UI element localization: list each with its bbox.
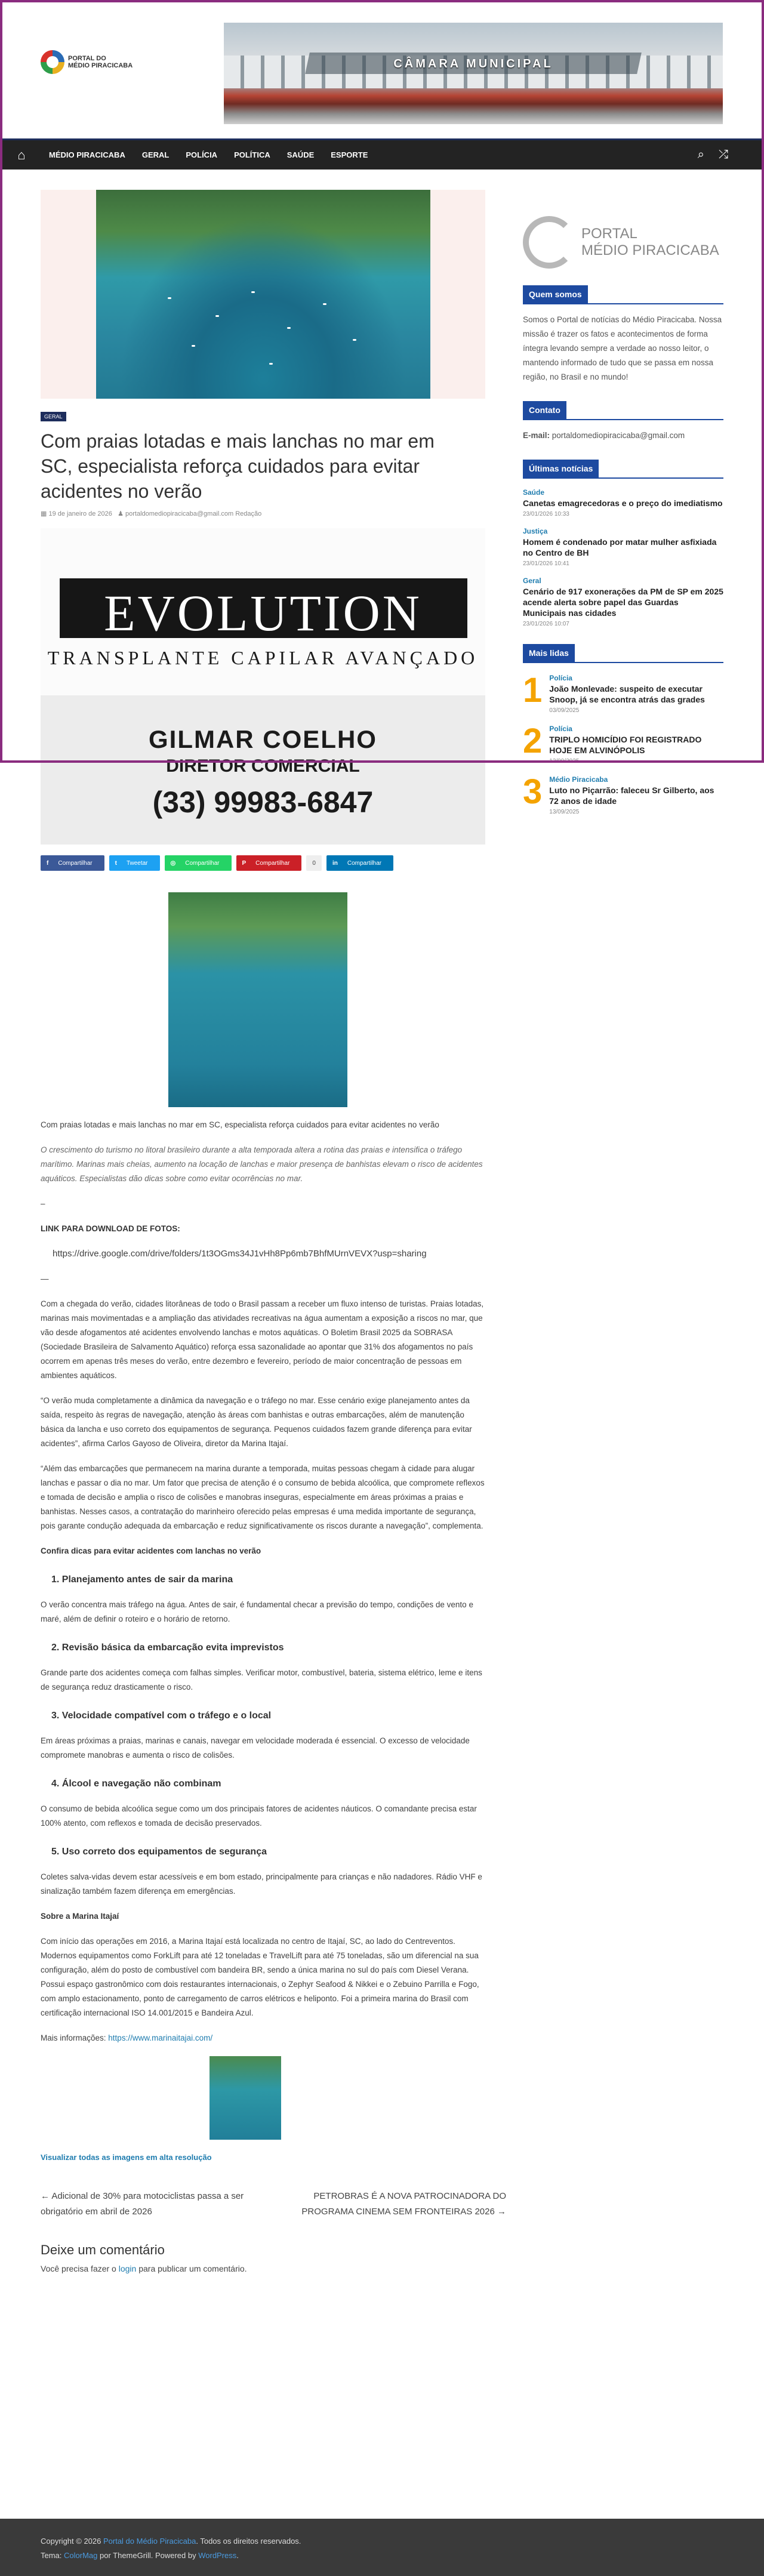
calendar-icon: ▦ (41, 510, 47, 517)
ad-role: DIRETOR COMERCIAL (166, 756, 360, 776)
logo-line2: MÉDIO PIRACICABA (68, 62, 133, 69)
ad-banner[interactable] (41, 528, 485, 845)
paragraph: Em áreas próximas a praias, marinas e canais, navegar em velocidade moderada é essencial. O excesso de velocidade compromete manobras e aumenta o risco de colisões. (41, 1736, 470, 1760)
contact-email: portaldomediopiracicaba@gmail.com (552, 431, 685, 440)
paragraph: O verão concentra mais tráfego na água. Antes de sair, é fundamental checar a previsão do tempo, condições de vento e maré, além de definir o roteiro e o horário de retorno. (41, 1600, 473, 1623)
latest-item[interactable]: Saúde Canetas emagrecedoras e o preço do imediatismo 23/01/2026 10:33 (523, 488, 723, 517)
tip-heading: 5. Uso correto dos equipamentos de segurança (51, 1847, 267, 1857)
next-post-link[interactable]: PETROBRAS É A NOVA PATROCINADORA DO PROGRAMA CINEMA SEM FRONTEIRAS 2026 → (301, 2191, 506, 2217)
tip-heading: 2. Revisão básica da embarcação evita imprevistos (51, 1643, 284, 1653)
logo-icon (41, 50, 64, 74)
article-lead: O crescimento do turismo no litoral brasileiro durante a alta temporada altera a rotina das praias e intensifica o tráfego marítimo. Marinas mais cheias, aumento na locação de lanchas e maior presença de banhistas elevam o risco de acidentes aquáticos. Especialistas dão dicas sobre como evitar ocorrências no mar. (41, 1145, 483, 1183)
download-url: https://drive.google.com/drive/folders/1t3OGms34J1vHh8Pp6mb7BhfMUrnVEVX?usp=sharing (53, 1249, 427, 1259)
sidebar: PORTAL MÉDIO PIRACICABA Quem somos Somos o Portal de notícias do Médio Piracicaba. Nossa missão é trazer os fatos e acontecimentos de forma íntegra levando sempre a verdade ao nosso leitor, o mantendo informado de tudo que se passa em nossa região, no Brasil e no mundo! Contato E-mail: portaldomediopiracicaba@gmail.com Últimas notícias Saúde Canetas emagrecedoras e o preço do imediatismo 23/01/2026 10:33 Justiça Homem é condenado por matar mulher asfixiada no Centro de BH 23/01/2026 10:41 Geral Cenário de 917 exonerações da PM de SP em 2025 acende alerta sobre papel das Guardas Municipais nas cidades 23/01/2026 10:07 Mais lidas 1 Polícia João Monlevade: suspeito de executar Snoop, já se encontra atrás das grades 03/09/2025 2 Polícia TRIPLO HOMICÍDIO FOI REGISTRADO HOJE EM ALVINÓPOLIS 13/09/2025 3 Médio Piracicaba Luto no Piçarrão: faleceu Sr Gilberto, aos 72 anos de idade 13/09/2025 (523, 216, 723, 815)
gallery-thumbnail[interactable] (210, 2056, 281, 2140)
most-read-item[interactable]: 1 Polícia João Monlevade: suspeito de executar Snoop, já se encontra atrás das grades 03/09/2025 (523, 671, 705, 714)
marina-link[interactable]: https://www.marinaitajai.com/ (108, 2033, 213, 2042)
more-info-label: Mais informações: (41, 2033, 109, 2042)
tip-heading: 4. Álcool e navegação não combinam (51, 1779, 221, 1789)
view-all-images-link[interactable]: Visualizar todas as imagens em alta resolução (41, 2153, 212, 2162)
article (41, 190, 506, 2273)
latest-item[interactable]: Geral Cenário de 917 exonerações da PM de SP em 2025 acende alerta sobre papel das Guardas Municipais nas cidades 23/01/2026 10:07 (523, 577, 723, 627)
nav-item-esporte[interactable]: ESPORTE (331, 150, 368, 159)
share-linkedin-button[interactable]: in Compartilhar (326, 855, 393, 871)
paragraph: Grande parte dos acidentes começa com falhas simples. Verificar motor, combustível, bateria, sistema elétrico, leme e itens de segurança reduz drasticamente o risco. (41, 1668, 482, 1691)
search-icon[interactable]: ⌕ (697, 148, 704, 161)
login-link[interactable]: login (118, 2264, 137, 2273)
rank-number: 3 (523, 772, 543, 811)
paragraph: O consumo de bebida alcoólica segue como um dos principais fatores de acidentes náuticos. O comandante precisa estar 100% atento, com reflexos e tomada de decisão preservados. (41, 1804, 477, 1828)
nav-item-medio-piracicaba[interactable]: MÉDIO PIRACICABA (49, 150, 125, 159)
logo-line1: PORTAL DO (68, 55, 106, 62)
comments-title: Deixe um comentário (41, 2242, 165, 2257)
share-bar (41, 855, 506, 871)
nav-item-geral[interactable]: GERAL (141, 150, 170, 159)
share-pinterest-button[interactable]: P Compartilhar (236, 855, 302, 871)
most-read-item[interactable]: 2 Polícia TRIPLO HOMICÍDIO FOI REGISTRADO HOJE EM ALVINÓPOLIS 13/09/2025 (523, 722, 702, 765)
article-image (168, 892, 347, 1107)
rank-number: 2 (523, 722, 543, 760)
paragraph: Com a chegada do verão, cidades litorâneas de todo o Brasil passam a receber um fluxo intenso de turistas. Praias lotadas, marinas mais movimentadas e a ampliação das atividades recreativas na água aumentam a exposição a riscos no mar, que vão desde afogamentos até acidentes envolvendo lanchas e motos aquáticas. O Boletim Brasil 2025 da SOBRASA (Sociedade Brasileira de Salvamento Aquático) reforça essa sazonalidade ao apontar que 31% dos afogamentos no país ocorrem em apenas três meses do verão, entre dezembro e fevereiro, período de maior concentração de pessoas em ambientes aquáticos. (41, 1299, 484, 1380)
post-date[interactable]: 19 de janeiro de 2026 (48, 510, 112, 517)
ad-subtitle: TRANSPLANTE CAPILAR AVANÇADO (47, 647, 479, 668)
separator: — (41, 1274, 49, 1283)
nav-item-saude[interactable]: SAÚDE (286, 150, 315, 159)
featured-image (41, 190, 485, 399)
banner-title: CÂMARA MUNICIPAL (393, 57, 553, 70)
main-nav (2, 138, 762, 170)
home-icon[interactable]: ⌂ (17, 147, 26, 162)
widget-title-about: Quem somos (523, 285, 588, 303)
tip-heading: 3. Velocidade compatível com o tráfego e o local (51, 1711, 272, 1721)
download-label: LINK PARA DOWNLOAD DE FOTOS: (41, 1224, 180, 1233)
widget-title-most-read: Mais lidas (523, 644, 575, 662)
post-navigation (41, 2189, 506, 2220)
share-count: 0 (306, 855, 322, 871)
rank-number: 1 (523, 671, 543, 710)
logo-icon (523, 216, 575, 269)
paragraph: “Além das embarcações que permanecem na marina durante a temporada, muitas pessoas chegam à cidade para alugar lanchas e passar o dia no mar. Um fator que precisa de atenção é o consumo de bebida alcoólica, que compromete reflexos e tomada de decisão e amplia o risco de colisões e manobras inseguras, especialmente em áreas próximas a praias e banhistas. Nesses casos, a contratação do marinheiro oferecido pelas empresas é uma medida importante de segurança, pois garante condução adequada da embarcação e reduz significativamente os riscos durante a navegação”, complementa. (41, 1464, 485, 1530)
nav-item-politica[interactable]: POLÍTICA (234, 150, 270, 159)
linkedin-icon: in (332, 859, 338, 867)
latest-item[interactable]: Justiça Homem é condenado por matar mulher asfixiada no Centro de BH 23/01/2026 10:41 (523, 527, 717, 567)
paragraph: “O verão muda completamente a dinâmica da navegação e o tráfego no mar. Esse cenário exige planejamento antes da saída, respeito às regras de navegação, atenção às áreas com banhistas e outras embarcações, além de manutenção básica da lancha e uso correto dos equipamentos de segurança. Pequenos cuidados fazem grande diferença para evitar acidentes”, afirma Carlos Gayoso de Oliveira, diretor da Marina Itajaí. (41, 1396, 472, 1448)
footer-wordpress-link[interactable]: WordPress (198, 2551, 237, 2560)
widget-title-latest: Últimas notícias (523, 460, 599, 477)
ad-phone: (33) 99983-6847 (152, 785, 374, 819)
whatsapp-icon: ◎ (170, 859, 176, 867)
post-author[interactable]: portaldomediopiracicaba@gmail.com Redação (125, 510, 262, 517)
paragraph: Com início das operações em 2016, a Marina Itajaí está localizada no centro de Itajaí, SC, ao lado do Centreventos. Modernos equipamentos como ForkLift para até 12 toneladas e TravelLift para até 75 toneladas, são um diferencial na sua configuração, além do posto de combustível com bandeira BR, sendo a única marina no sul do país com Diesel Verana. Possui espaço gastronômico com dois restaurantes internacionais, o Zephyr Seafood & Nikkei e o Zebuino Parrilla e Fogo, com amplo estacionamento, ponto de carregamento de carros elétricos e heliponto. Foi a primeira marina do Brasil com certificação internacional ISO 14.001/2015 e Bandeira Azul. (41, 1937, 479, 2017)
paragraph: Coletes salva-vidas devem estar acessíveis e em bom estado, principalmente para crianças e não nadadores. Rádio VHF e sinalização também fazem diferença em emergências. (41, 1872, 482, 1896)
separator: – (41, 1199, 45, 1208)
image-caption: Com praias lotadas e mais lanchas no mar em SC, especialista reforça cuidados para evitar acidentes no verão (41, 1120, 439, 1129)
prev-post-link[interactable]: ← Adicional de 30% para motociclistas passa a ser obrigatório em abril de 2026 (41, 2191, 244, 2217)
ad-name: GILMAR COELHO (149, 725, 377, 753)
sidebar-logo[interactable]: PORTAL MÉDIO PIRACICABA (523, 216, 723, 269)
pinterest-icon: P (242, 859, 247, 867)
share-facebook-button[interactable]: f Compartilhar (41, 855, 104, 871)
site-footer: Copyright © 2026 Portal do Médio Piracicaba. Todos os direitos reservados. Tema: ColorMag por ThemeGrill. Powered by WordPress. (0, 2519, 764, 2576)
site-logo[interactable] (41, 50, 133, 74)
footer-theme-link[interactable]: ColorMag (64, 2551, 98, 2560)
share-whatsapp-button[interactable]: ◎ Compartilhar (165, 855, 232, 871)
post-title: Com praias lotadas e mais lanchas no mar em SC, especialista reforça cuidados para evitar acidentes no verão (41, 430, 435, 502)
about-heading: Sobre a Marina Itajaí (41, 1912, 119, 1921)
user-icon: ♟ (118, 510, 124, 517)
twitter-icon: t (115, 859, 117, 867)
ad-brand: EVOLUTION (104, 584, 422, 642)
post-meta (41, 510, 506, 517)
tip-heading: 1. Planejamento antes de sair da marina (51, 1574, 233, 1585)
most-read-item[interactable]: 3 Médio Piracicaba Luto no Piçarrão: faleceu Sr Gilberto, aos 72 anos de idade 13/09/2025 (523, 772, 714, 815)
article-content (41, 1118, 485, 2165)
header-banner[interactable] (224, 23, 723, 124)
site-header (0, 0, 764, 138)
comments-section: Deixe um comentário Você precisa fazer o login para publicar um comentário. (41, 2242, 506, 2273)
widget-title-contact: Contato (523, 401, 566, 419)
facebook-icon: f (47, 859, 49, 867)
share-twitter-button[interactable]: t Tweetar (109, 855, 160, 871)
tips-heading: Confira dicas para evitar acidentes com lanchas no verão (41, 1546, 261, 1555)
footer-site-link[interactable]: Portal do Médio Piracicaba (103, 2537, 196, 2546)
nav-item-policia[interactable]: POLÍCIA (186, 150, 218, 159)
about-text: Somos o Portal de notícias do Médio Piracicaba. Nossa missão é trazer os fatos e acontecimentos de forma íntegra levando sempre a verdade ao nosso leitor, o mantendo informado de tudo que se passa em nossa região, no Brasil e no mundo! (523, 315, 722, 381)
category-badge[interactable]: GERAL (41, 412, 66, 421)
random-post-icon[interactable]: ⤮ (719, 148, 728, 161)
